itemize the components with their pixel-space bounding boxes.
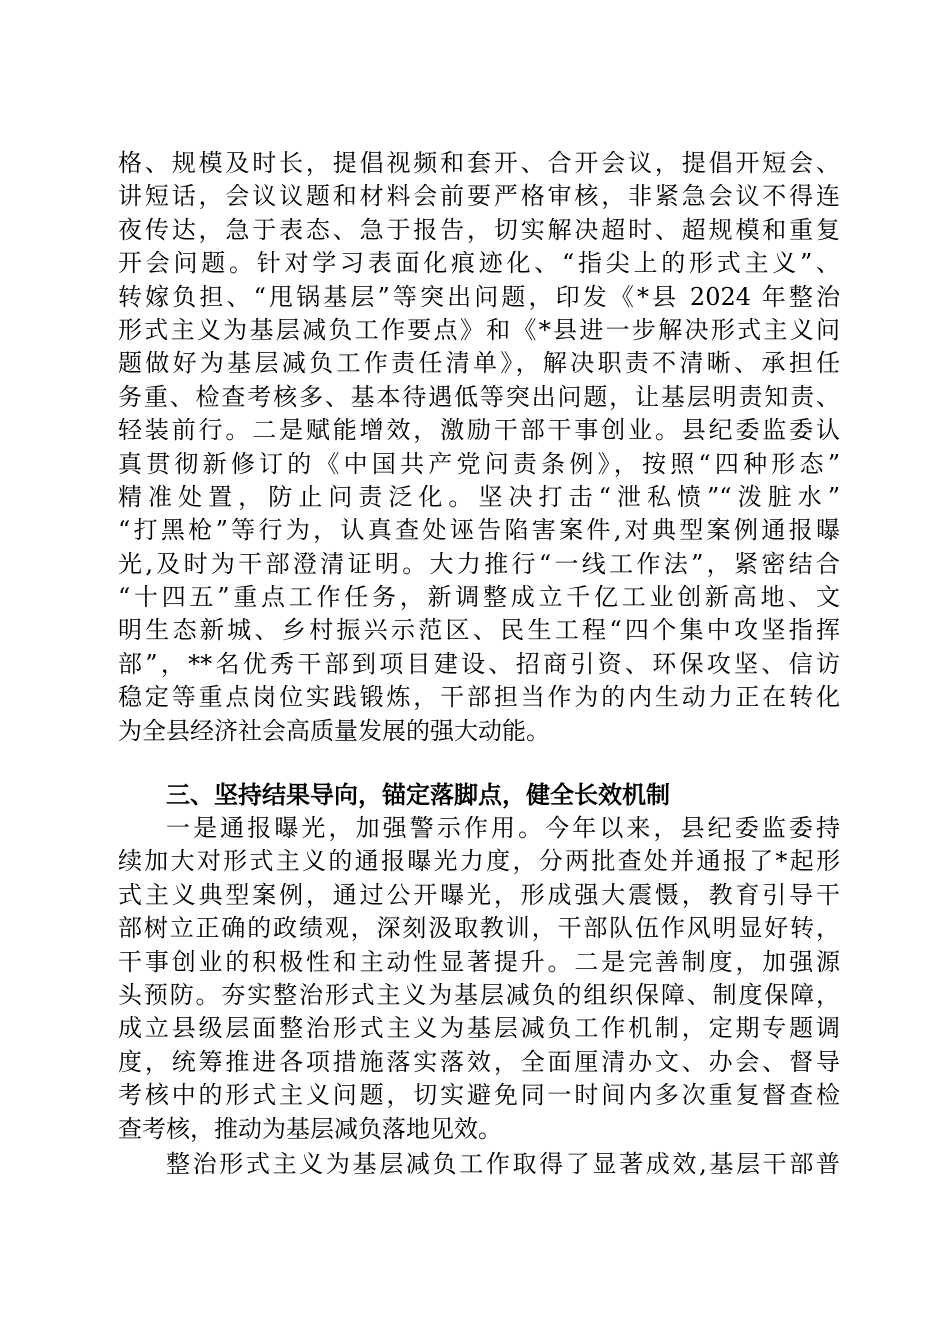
text-line: 考核中的形式主义问题，切实避免同一时间内多次重复督查检 — [118, 1081, 840, 1110]
text-line: 精准处置，防止问责泛化。坚决打击“泄私愤”“泼脏水” — [118, 482, 840, 511]
text-line: 干事创业的积极性和主动性显著提升。二是完善制度，加强源 — [118, 947, 840, 976]
text-line: 格、规模及时长，提倡视频和套开、合开会议，提倡开短会、 — [118, 149, 840, 177]
text-line: 讲短话，会议议题和材料会前要严格审核，非紧急会议不得连 — [118, 182, 840, 211]
text-line: 部”，**名优秀干部到项目建设、招商引资、环保攻坚、信访 — [118, 649, 840, 678]
paragraph-conclusion — [118, 1148, 840, 1181]
text-line: 务重、检查考核多、基本待遇低等突出问题，让基层明责知责、 — [118, 382, 840, 411]
text-line: 明生态新城、乡村振兴示范区、民生工程“四个集中攻坚指挥 — [118, 616, 840, 645]
paragraph-results-oriented-mechanisms — [118, 812, 840, 1146]
text-line: “打黑枪”等行为，认真查处诬告陷害案件,对典型案例通报曝 — [118, 516, 840, 545]
text-line: 稳定等重点岗位实践锻炼，干部担当作为的内生动力正在转化 — [118, 683, 840, 712]
text-line: 部树立正确的政绩观，深刻汲取教训，干部队伍作风明显好转， — [118, 914, 840, 943]
text-line: 开会问题。针对学习表面化痕迹化、“指尖上的形式主义”、 — [118, 249, 840, 278]
text-line: 题做好为基层减负工作责任清单》，解决职责不清晰、承担任 — [118, 349, 840, 378]
text-line: 度，统筹推进各项措施落实落效，全面厘清办文、办会、督导 — [118, 1047, 840, 1076]
text-line: 真贯彻新修订的《中国共产党问责条例》，按照“四种形态” — [118, 449, 840, 478]
text-line: 式主义典型案例，通过公开曝光，形成强大震慑，教育引导干 — [118, 880, 840, 909]
text-line: 查考核，推动为基层减负落地见效。 — [118, 1114, 502, 1143]
text-line: 续加大对形式主义的通报曝光力度，分两批查处并通报了*起形 — [118, 847, 840, 876]
paragraph-meeting-reform-and-incentives — [118, 147, 840, 748]
text-line: 成立县级层面整治形式主义为基层减负工作机制，定期专题调 — [118, 1014, 840, 1043]
text-line: 一是通报曝光，加强警示作用。今年以来，县纪委监委持 — [166, 814, 840, 842]
text-line: 为全县经济社会高质量发展的强大动能。 — [118, 716, 550, 745]
text-line: 轻装前行。二是赋能增效，激励干部干事创业。县纪委监委认 — [118, 416, 840, 445]
text-line: 整治形式主义为基层减负工作取得了显著成效,基层干部普 — [166, 1150, 840, 1178]
text-line: 光,及时为干部澄清证明。大力推行“一线工作法”，紧密结合 — [118, 549, 840, 578]
section-heading: 三、坚持结果导向，锚定落脚点，健全长效机制 — [166, 781, 670, 809]
text-line: “十四五”重点工作任务，新调整成立千亿工业创新高地、文 — [118, 583, 840, 612]
text-line: 夜传达，急于表态、急于报告，切实解决超时、超规模和重复 — [118, 215, 840, 244]
text-line: 头预防。夯实整治形式主义为基层减负的组织保障、制度保障， — [118, 980, 840, 1009]
text-line: 形式主义为基层减负工作要点》和《*县进一步解决形式主义问 — [118, 315, 840, 344]
text-line: 转嫁负担、“甩锅基层”等突出问题，印发《*县 2024 年整治 — [118, 282, 840, 311]
